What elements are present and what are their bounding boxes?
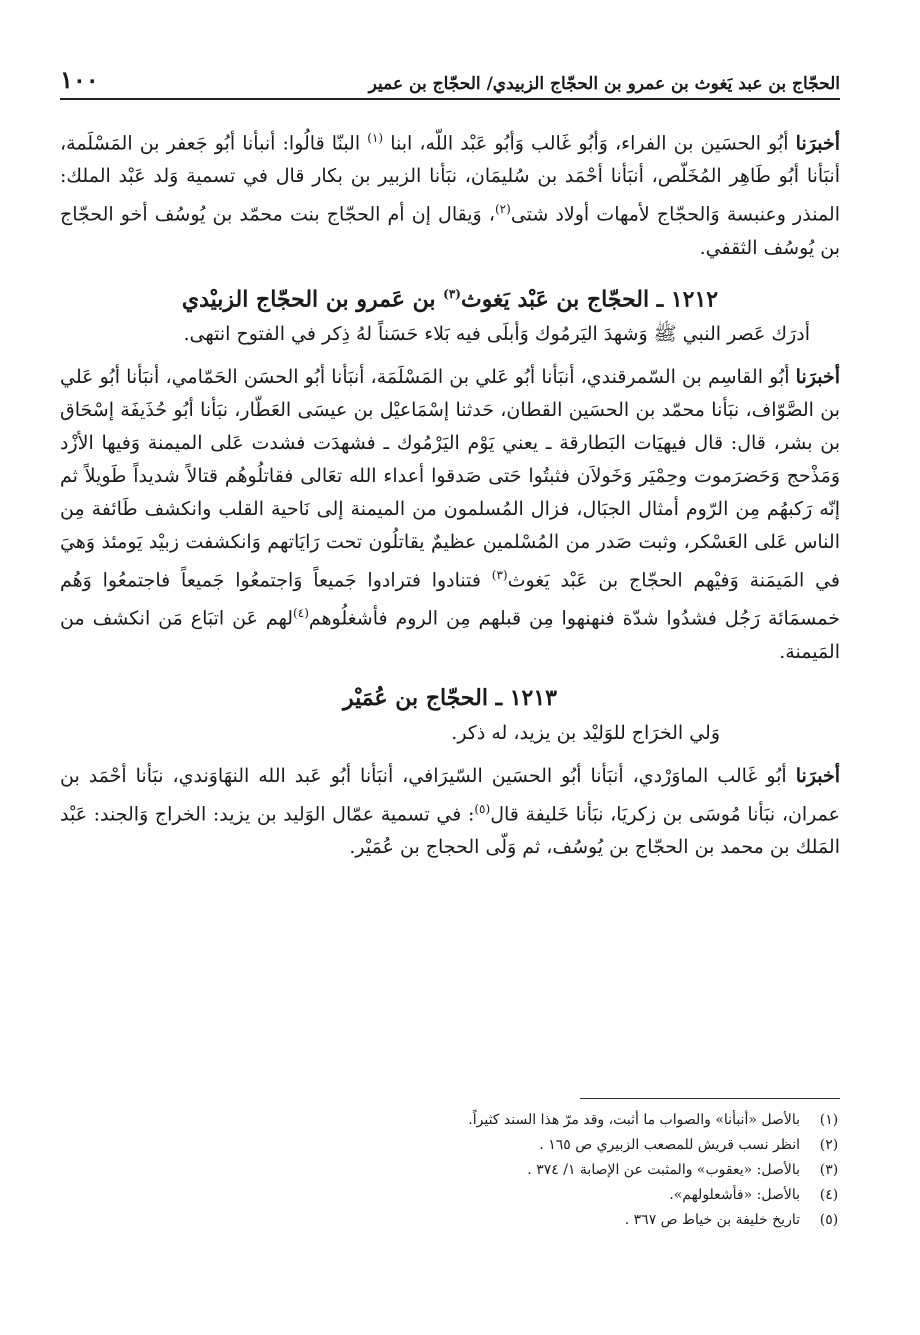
footnote-ref[interactable]: (١)	[367, 131, 384, 145]
paragraph-text: : في تسمية عمّال الوَليد بن يزيد: الخراج وَالجند: عَبْد المَلك بن محمد بن الحجّاج بن يُوسُف، ثم وَلّى الحجاج بن عُمَيْر.	[60, 802, 840, 858]
paragraph-1	[60, 122, 840, 265]
entry-title-1212	[60, 277, 840, 316]
paragraph-text: لهم عَن اتبَاع مَن انكشف من المَيمنة.	[60, 607, 840, 663]
footnote-text: بالأصل: «فأشعلولهم».	[669, 1187, 800, 1203]
footnote-number: (٣)	[819, 1162, 839, 1178]
page-body	[60, 122, 840, 876]
paragraph-3	[60, 760, 840, 864]
book-page	[60, 50, 840, 1310]
footnote-item	[60, 1208, 840, 1233]
footnote-number: (٥)	[819, 1212, 839, 1228]
footnote-text: بالأصل «أنبأنا» والصواب ما أثبت، وقد مرّ هذا السند كثيراً.	[468, 1112, 800, 1128]
page-number: ١٠٠	[60, 65, 99, 94]
footnote-number: (١)	[819, 1112, 839, 1128]
footnote-ref[interactable]: (٣)	[491, 567, 508, 582]
paragraph-lead: أخبرَنا	[795, 132, 840, 155]
entry-title-text: بن عَمرو بن الحجّاج الزبيْدي	[181, 285, 436, 312]
entry-title-1213: ١٢١٣ ـ الحجّاج بن عُمَيْر	[343, 684, 557, 711]
paragraph-text: أبُو الحسَين بن الفراء، وَأبُو غَالب وَأبُو عَبْد اللّه، ابنا	[390, 132, 789, 155]
entry-note-1212: أدرَك عَصر النبي ﷺ وَشهدَ اليَرمُوك وَأبلَى فيه بَلاء حَسَناً لهُ ذِكر في الفتوح انتهى.	[183, 322, 810, 345]
footnote-ref[interactable]: (٤)	[293, 606, 309, 621]
running-head: الحجّاج بن عبد يَغوث بن عمرو بن الحجّاج الزبيدي/ الحجّاج بن عمير	[368, 74, 840, 94]
footnote-ref[interactable]: (٥)	[474, 801, 491, 816]
footnote-item	[60, 1158, 840, 1183]
footnote-ref[interactable]: (٣)	[443, 286, 461, 301]
footnote-number: (٢)	[819, 1137, 839, 1153]
paragraph-text: ، وَيقال إن أم الحجّاج بنت محمّد بن يُوسُف أخو الحجّاج بن يُوسُف الثقفي.	[60, 203, 840, 259]
paragraph-text: أبُو القاسِم بن السّمرقندي، أنبَأنا أبُو عَلي بن المَسْلَمَة، أنبَأنا أبُو الحسَن الحَمّامي، أنبَأنا أبُو عَلي بن الصَّوّاف، نبَأنا محمّد بن الحسَين القطان، حَدثنا إسْمَاعيْل بن عيسَى العَطّار، نبَأنا أبُو حُذَيفَة إسْحَاق بن بشر، قال: قال فيهيَات البَطارقة ـ يعني يَوْم اليَرْمُوك ـ فشهدَت فشدت عَلى الميمنة وَفيها الأزْد وَمَذْحج وَحَضرَموت وحِمْيَر وَخَولاَن فثبتُوا حَتى صَدقوا أعداء الله تعَالى فقاتلُوهُم قتالاً شديداً طَويلاً ثم إنّه رَكبهُم مِن الرّوم أمثال الجبَال، فزال المُسلمون من الميمنة إلى نَاحية القلب وانكشف طَائفة مِن الناس عَلى العَسْكر، وثبت صَدر من المُسْلمين عظيمٌ يقاتلُون تحت رَايَاتهم وَانكشفت زبيْد يَومئذ وَهيَ في المَيمَنة وَفيْهم الحجّاج بن عَبْد يَغوث	[60, 365, 840, 592]
paragraph-lead: أخبرَنا	[795, 365, 840, 388]
footnote-text: بالأصل: «يعقوب» والمثبت عن الإصابة ١/ ٣٧٤ .	[527, 1162, 800, 1178]
footnote-text: تاريخ خليفة بن خياط ص ٣٦٧ .	[624, 1212, 800, 1228]
footnote-item	[60, 1133, 840, 1158]
footnote-ref[interactable]: (٢)	[494, 202, 511, 217]
paragraph-lead: أخبرَنا	[795, 764, 841, 787]
paragraph-text: أبُو غَالب الماوَرْدي، أنبَأنا أبُو الحسَين السّيرَافي، أنبَأنا أبُو عَبد الله النهَاوَندي، نبَأنا أحْمَد بن عمران، نبَأنا مُوسَى بن زكريَا، نبَأنا خَليفة قال	[60, 764, 840, 825]
page-header	[60, 50, 840, 100]
footnote-divider	[580, 1098, 840, 1099]
footnotes	[60, 1108, 840, 1233]
entry-title-text: ١٢١٢ ـ الحجّاج بن عَبْد يَغوث	[460, 285, 719, 312]
entry-note-1213: وَلي الخرَاج للوَليْد بن يزيد، له ذكر.	[451, 721, 720, 744]
paragraph-text: فتنادوا فترادوا جَميعاً وَاجتمعُوا جَميعاً فاجتمعُوا وَهُم خمسمَائة رَجُل فشدُوا شدّة فنهنهوا مِن قبلهم مِن الروم فأشغلُوهم	[60, 569, 840, 630]
paragraph-2	[60, 361, 840, 669]
footnote-item	[60, 1108, 840, 1133]
footnote-item	[60, 1183, 840, 1208]
footnote-text: انظر نسب قريش للمصعب الزبيري ص ١٦٥ .	[539, 1137, 800, 1153]
paragraph-text: البنّا قالُوا: أنبأنا أبُو جَعفر بن المَسْلَمة، أنبَأنا أبُو طَاهِر المُخَلّص، أنبَأنا أحْمَد بن سُليمَان، نبَأنا الزبير بن بكار قال في تسمية وَلد عَبْد الملك: المنذر وعنبسة وَالحجّاج لأمهات أولاد شتى	[60, 132, 840, 226]
footnote-number: (٤)	[819, 1187, 839, 1203]
